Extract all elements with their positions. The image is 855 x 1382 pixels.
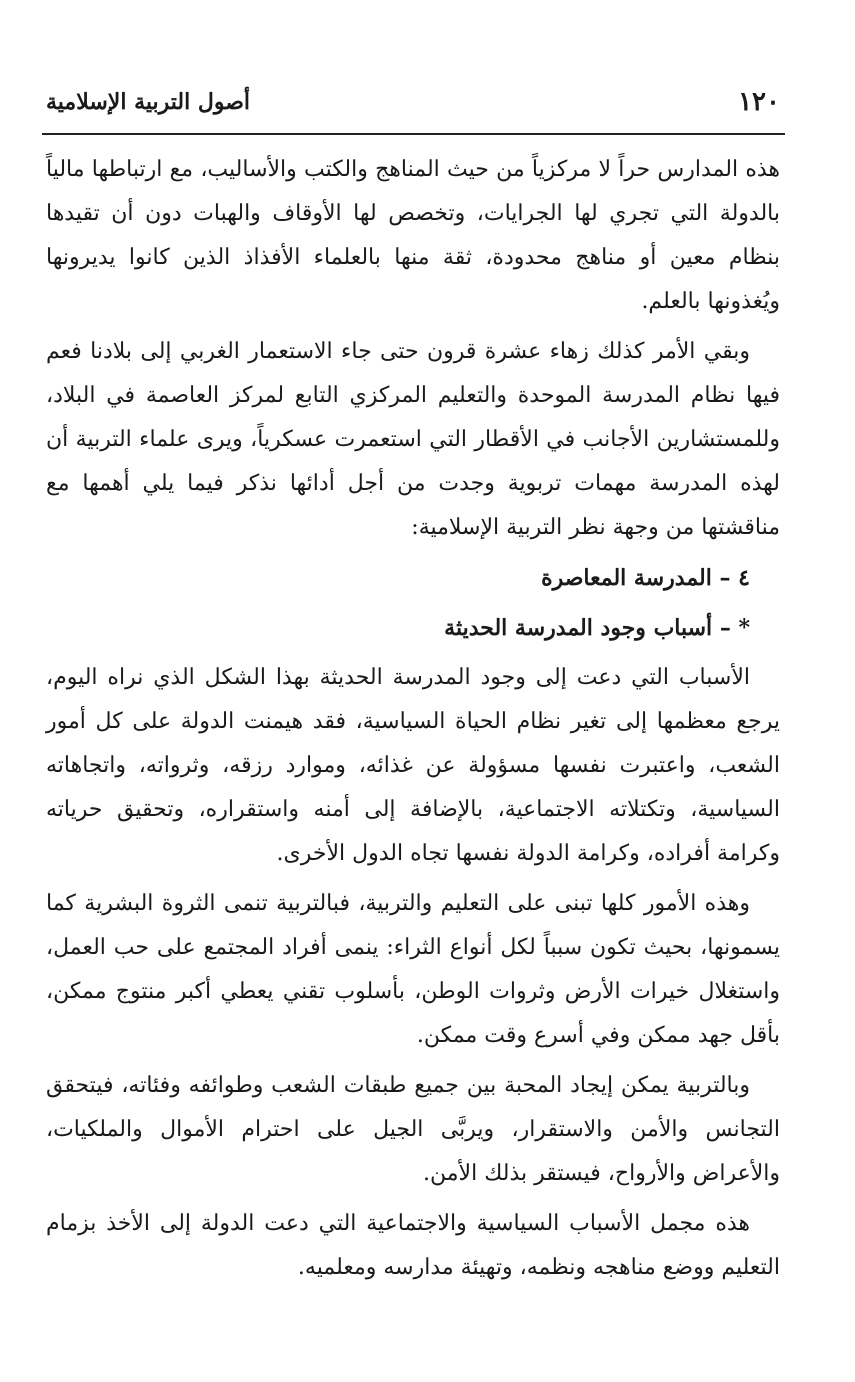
header-rule	[42, 133, 785, 135]
subsection-heading: * – أسباب وجود المدرسة الحديثة	[444, 615, 750, 641]
paragraph-5: وبالتربية يمكن إيجاد المحبة بين جميع طبقات الشعب وطوائفه وفئاته، فيتحقق التجانس والأمن والاستقرار، ويربَّى الجيل على احترام الأموال والملكيات، والأعراض والأرواح، فيستقر بذلك الأمن.	[46, 1073, 780, 1186]
page-body	[46, 148, 780, 1296]
page-header	[46, 84, 780, 124]
paragraph-3: الأسباب التي دعت إلى وجود المدرسة الحديثة بهذا الشكل الذي نراه اليوم، يرجع معظمها إلى تغير نظام الحياة السياسية، فقد هيمنت الدولة على كل أمور الشعب، واعتبرت نفسها مسؤولة عن غذائه، وموارد رزقه، وثرواته، واتجاهاته السياسية، وتكتلاته الاجتماعية، بالإضافة إلى أمنه واستقراره، وتحقيق حرياته وكرامة أفراده، وكرامة الدولة نفسها تجاه الدول الأخرى.	[46, 665, 780, 866]
paragraph-4: وهذه الأمور كلها تبنى على التعليم والتربية، فبالتربية تنمى الثروة البشرية كما يسمونها، بحيث تكون سبباً لكل أنواع الثراء: ينمى أفراد المجتمع على حب العمل، واستغلال خيرات الأرض وثروات الوطن، بأسلوب تقني يعطي أكبر منتوج ممكن، بأقل جهد ممكن وفي أسرع وقت ممكن.	[46, 891, 780, 1048]
paragraph-2: وبقي الأمر كذلك زهاء عشرة قرون حتى جاء الاستعمار الغربي إلى بلادنا فعم فيها نظام المدرسة الموحدة والتعليم المركزي التابع لمركز العاصمة في البلاد، وللمستشارين الأجانب في الأقطار التي استعمرت عسكرياً، ويرى علماء التربية أن لهذه المدرسة مهمات تربوية وجدت من أجل أدائها نذكر فيما يلي أهمها مع مناقشتها من وجهة نظر التربية الإسلامية:	[46, 339, 780, 540]
page-number: ١٢٠	[738, 87, 780, 117]
paragraph-1: هذه المدارس حراً لا مركزياً من حيث المناهج والكتب والأساليب، مع ارتباطها مالياً بالدولة التي تجري لها الجرايات، وتخصص لها الأوقاف والهبات دون أن تقيدها بنظام معين أو مناهج محدودة، ثقة منها بالعلماء الأفذاذ الذين كانوا يديرونها ويُغذونها بالعلم.	[46, 157, 780, 314]
section-heading: ٤ – المدرسة المعاصرة	[541, 565, 750, 591]
paragraph-6: هذه مجمل الأسباب السياسية والاجتماعية التي دعت الدولة إلى الأخذ بزمام التعليم ووضع مناهجه ونظمه، وتهيئة مدارسه ومعلميه.	[46, 1211, 780, 1280]
running-title: أصول التربية الإسلامية	[46, 89, 251, 115]
